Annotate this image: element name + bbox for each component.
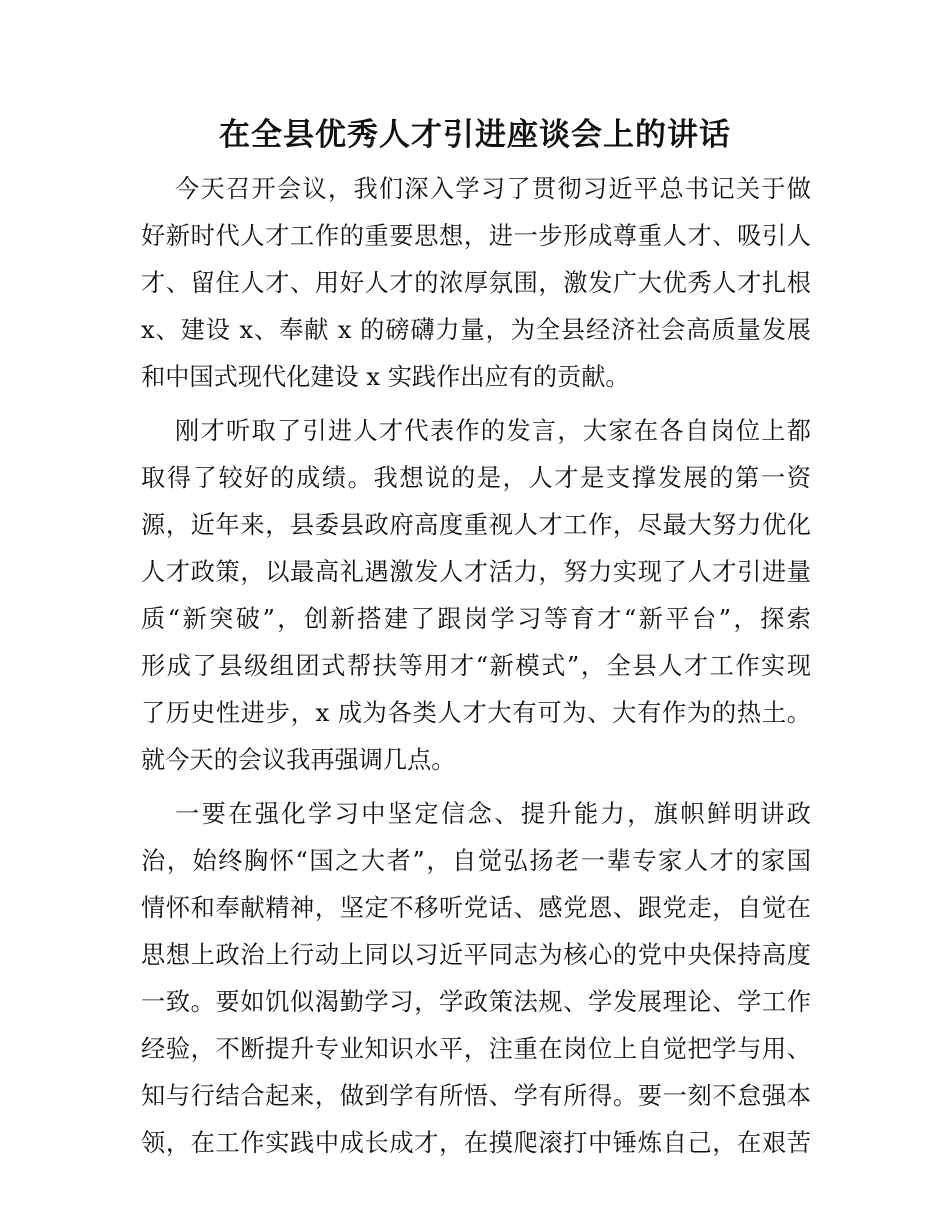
paragraph-line: 和中国式现代化建设 x 实践作出应有的贡献。 <box>141 363 630 391</box>
paragraph-line: 今天召开会议，我们深入学习了贯彻习近平总书记关于做 <box>175 175 811 203</box>
paragraph-line: 源，近年来，县委县政府高度重视人才工作，尽最大努力优化 <box>141 511 811 539</box>
paragraph-line: 了历史性进步，x 成为各类人才大有可为、大有作为的热土。 <box>141 699 811 727</box>
paragraph-line: 治，始终胸怀“国之大者”，自觉弘扬老一辈专家人才的家国 <box>141 847 811 875</box>
paragraph-spacer <box>141 401 811 408</box>
paragraph-line: 取得了较好的成绩。我想说的是，人才是支撑发展的第一资 <box>141 464 811 492</box>
paragraph-line: 知与行结合起来，做到学有所悟、学有所得。要一刻不怠强本 <box>141 1082 811 1110</box>
paragraph-line: 才、留住人才、用好人才的浓厚氛围，激发广大优秀人才扎根 <box>141 269 811 297</box>
paragraph-line: 质“新突破”，创新搭建了跟岗学习等育才“新平台”，探索 <box>141 605 811 633</box>
paragraph-line: 形成了县级组团式帮扶等用才“新模式”，全县人才工作实现 <box>141 652 811 680</box>
paragraph-line: 领，在工作实践中成长成才，在摸爬滚打中锤炼自己，在艰苦 <box>141 1129 811 1157</box>
paragraph-line: 一致。要如饥似渴勤学习，学政策法规、学发展理论、学工作 <box>141 988 811 1016</box>
paragraph-line: 好新时代人才工作的重要思想，进一步形成尊重人才、吸引人 <box>141 222 811 250</box>
paragraph-line: x、建设 x、奉献 x 的磅礴力量，为全县经济社会高质量发展 <box>141 316 811 344</box>
paragraph-line: 刚才听取了引进人才代表作的发言，大家在各自岗位上都 <box>175 417 811 445</box>
paragraph-1 <box>141 166 811 401</box>
paragraph-3 <box>141 791 811 1167</box>
paragraph-line: 思想上政治上行动上同以习近平同志为核心的党中央保持高度 <box>141 941 811 969</box>
paragraph-spacer <box>141 784 811 791</box>
paragraph-2 <box>141 408 811 784</box>
paragraph-line: 情怀和奉献精神，坚定不移听党话、感党恩、跟党走，自觉在 <box>141 894 811 922</box>
paragraph-line: 经验，不断提升专业知识水平，注重在岗位上自觉把学与用、 <box>141 1035 811 1063</box>
paragraph-line: 就今天的会议我再强调几点。 <box>141 746 456 774</box>
paragraph-line: 人才政策，以最高礼遇激发人才活力，努力实现了人才引进量 <box>141 558 811 586</box>
paragraph-line: 一要在强化学习中坚定信念、提升能力，旗帜鲜明讲政 <box>175 800 811 828</box>
document-body <box>141 166 811 1167</box>
document-title: 在全县优秀人才引进座谈会上的讲话 <box>219 117 731 153</box>
